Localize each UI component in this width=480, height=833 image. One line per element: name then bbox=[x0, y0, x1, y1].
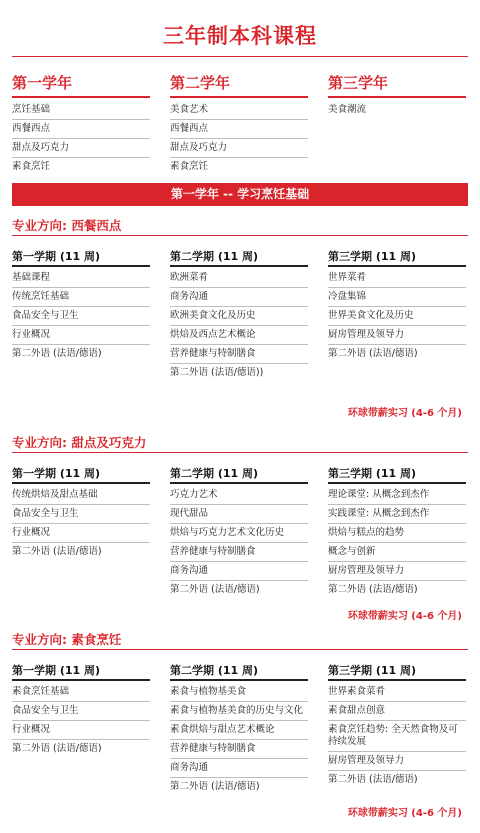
list-item: 营养健康与特制膳食 bbox=[170, 543, 308, 562]
list-item: 第二外语 (法语/德语) bbox=[170, 584, 260, 595]
term-heading: 第二学期 (11 周) bbox=[170, 250, 259, 263]
list-item: 厨房管理及领导力 bbox=[328, 562, 466, 581]
term-heading: 第三学期 (11 周) bbox=[328, 467, 417, 480]
term-heading: 第一学期 (11 周) bbox=[12, 664, 101, 677]
list-item: 实践课堂: 从概念到杰作 bbox=[328, 505, 466, 524]
list-item: 素食与植物基美食 bbox=[170, 683, 308, 702]
list-item: 第二外语 (法语/德语) bbox=[12, 743, 102, 754]
term-rule bbox=[328, 482, 466, 484]
list-item: 行业概况 bbox=[12, 721, 150, 740]
list-item: 素食烹饪基础 bbox=[12, 683, 150, 702]
year-1-list bbox=[12, 101, 150, 176]
list-item: 商务沟通 bbox=[170, 759, 308, 778]
year-heading-1: 第一学年 bbox=[12, 74, 73, 92]
list-item: 素食烹饪 bbox=[12, 161, 51, 172]
list-item: 欧洲美食文化及历史 bbox=[170, 307, 308, 326]
term-rule bbox=[170, 482, 308, 484]
list-item: 第二外语 (法语/德语)) bbox=[170, 367, 264, 378]
list-item: 食品安全与卫生 bbox=[12, 307, 150, 326]
list-item: 素食烘焙与甜点艺术概论 bbox=[170, 721, 308, 740]
spec-rule bbox=[12, 452, 468, 453]
list-item: 第二外语 (法语/德语) bbox=[328, 584, 418, 595]
list-item: 第二外语 (法语/德语) bbox=[12, 348, 102, 359]
list-item: 第二外语 (法语/德语) bbox=[12, 546, 102, 557]
spec-title-vegetarian: 专业方向: 素食烹饪 bbox=[12, 632, 122, 647]
list-item: 食品安全与卫生 bbox=[12, 505, 150, 524]
internship-note: 环球带薪实习 (4-6 个月) bbox=[347, 408, 462, 419]
list-item: 甜点及巧克力 bbox=[170, 139, 308, 158]
term-heading: 第三学期 (11 周) bbox=[328, 664, 417, 677]
internship-note: 环球带薪实习 (4-6 个月) bbox=[347, 808, 462, 819]
list-item: 西餐西点 bbox=[12, 120, 150, 139]
term-rule bbox=[12, 265, 150, 267]
year-2-list bbox=[170, 101, 308, 176]
year-3-list bbox=[328, 101, 466, 119]
list-item: 素食烹饪趋势: 全天然食物及可持续发展 bbox=[328, 721, 466, 752]
list-item: 烘焙及西点艺术概论 bbox=[170, 326, 308, 345]
list-item: 素食与植物基美食的历史与文化 bbox=[170, 702, 308, 721]
list-item: 烘焙与巧克力艺术文化历史 bbox=[170, 524, 308, 543]
list-item: 美食潮流 bbox=[328, 104, 367, 115]
list-item: 商务沟通 bbox=[170, 562, 308, 581]
term-list bbox=[328, 683, 466, 789]
term-heading: 第一学期 (11 周) bbox=[12, 467, 101, 480]
internship-note: 环球带薪实习 (4-6 个月) bbox=[347, 611, 462, 622]
year-rule bbox=[12, 96, 150, 98]
list-item: 商务沟通 bbox=[170, 288, 308, 307]
term-list bbox=[12, 683, 150, 758]
page-title: 三年制本科课程 bbox=[163, 24, 317, 48]
list-item: 素食甜点创意 bbox=[328, 702, 466, 721]
term-rule bbox=[328, 265, 466, 267]
list-item: 美食艺术 bbox=[170, 101, 308, 120]
term-rule bbox=[170, 265, 308, 267]
list-item: 素食烹饪 bbox=[170, 161, 209, 172]
spec-rule bbox=[12, 235, 468, 236]
spec-rule bbox=[12, 649, 468, 650]
term-heading: 第一学期 (11 周) bbox=[12, 250, 101, 263]
list-item: 世界菜肴 bbox=[328, 269, 466, 288]
list-item: 世界素食菜肴 bbox=[328, 683, 466, 702]
year-rule bbox=[328, 96, 466, 98]
list-item: 传统烘焙及甜点基础 bbox=[12, 486, 150, 505]
term-list bbox=[170, 683, 308, 796]
term-list bbox=[170, 486, 308, 599]
list-item: 第二外语 (法语/德语) bbox=[328, 774, 418, 785]
list-item: 概念与创新 bbox=[328, 543, 466, 562]
spec-title-western: 专业方向: 西餐西点 bbox=[12, 218, 122, 233]
list-item: 传统烹饪基础 bbox=[12, 288, 150, 307]
list-item: 现代甜品 bbox=[170, 505, 308, 524]
term-rule bbox=[12, 482, 150, 484]
list-item: 行业概况 bbox=[12, 326, 150, 345]
list-item: 理论课堂: 从概念到杰作 bbox=[328, 486, 466, 505]
year-heading-2: 第二学年 bbox=[170, 74, 231, 92]
spec-title-pastry: 专业方向: 甜点及巧克力 bbox=[12, 435, 147, 450]
list-item: 欧洲菜肴 bbox=[170, 269, 308, 288]
term-list bbox=[170, 269, 308, 382]
term-list bbox=[328, 486, 466, 599]
list-item: 基础课程 bbox=[12, 269, 150, 288]
term-list bbox=[328, 269, 466, 363]
list-item: 食品安全与卫生 bbox=[12, 702, 150, 721]
term-rule bbox=[328, 679, 466, 681]
term-heading: 第二学期 (11 周) bbox=[170, 467, 259, 480]
list-item: 厨房管理及领导力 bbox=[328, 752, 466, 771]
term-heading: 第三学期 (11 周) bbox=[328, 250, 417, 263]
list-item: 世界美食文化及历史 bbox=[328, 307, 466, 326]
list-item: 营养健康与特制膳食 bbox=[170, 345, 308, 364]
list-item: 第二外语 (法语/德语) bbox=[328, 348, 418, 359]
list-item: 厨房管理及领导力 bbox=[328, 326, 466, 345]
list-item: 行业概况 bbox=[12, 524, 150, 543]
list-item: 冷盘集锦 bbox=[328, 288, 466, 307]
list-item: 西餐西点 bbox=[170, 120, 308, 139]
list-item: 第二外语 (法语/德语) bbox=[170, 781, 260, 792]
list-item: 甜点及巧克力 bbox=[12, 139, 150, 158]
term-list bbox=[12, 269, 150, 363]
year-heading-3: 第三学年 bbox=[328, 74, 389, 92]
first-year-banner: 第一学年 -- 学习烹饪基础 bbox=[12, 183, 468, 206]
term-rule bbox=[170, 679, 308, 681]
year-rule bbox=[170, 96, 308, 98]
title-rule bbox=[12, 56, 468, 57]
term-list bbox=[12, 486, 150, 561]
list-item: 巧克力艺术 bbox=[170, 486, 308, 505]
term-heading: 第二学期 (11 周) bbox=[170, 664, 259, 677]
list-item: 营养健康与特制膳食 bbox=[170, 740, 308, 759]
list-item: 烘焙与糕点的趋势 bbox=[328, 524, 466, 543]
list-item: 烹饪基础 bbox=[12, 101, 150, 120]
term-rule bbox=[12, 679, 150, 681]
